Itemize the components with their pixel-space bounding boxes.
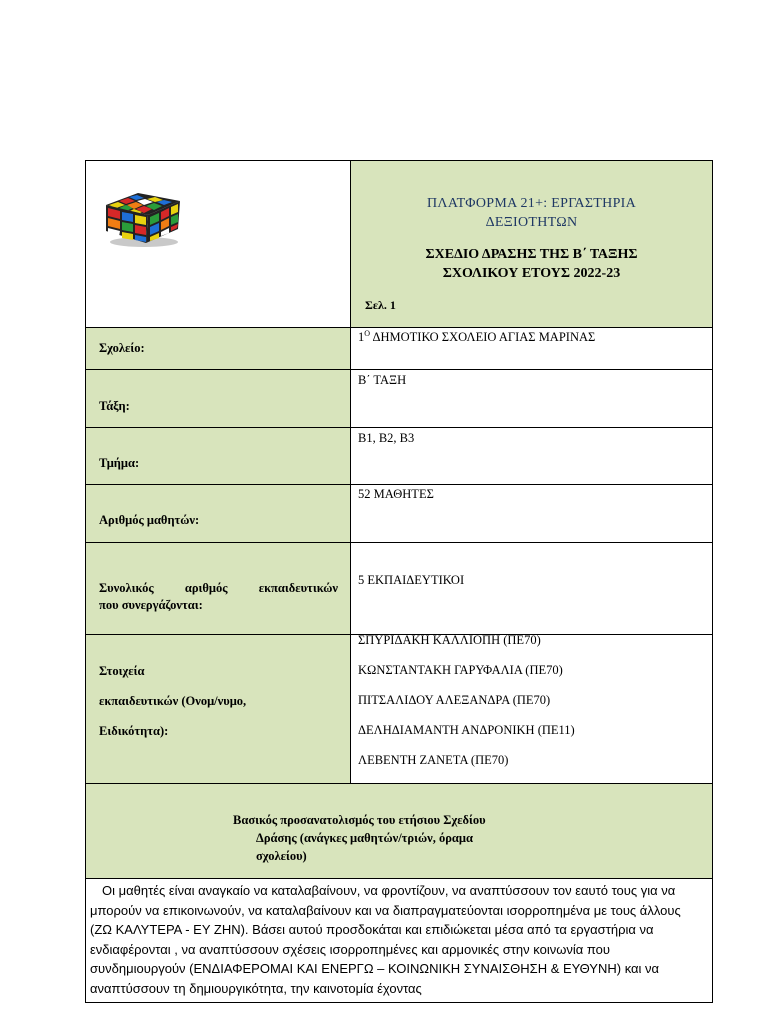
teacher-name: ΔΕΛΗΔΙΑΜΑΝΤΗ ΑΝΔΡΟΝΙΚΗ (ΠΕ11) [358, 723, 575, 737]
header-row [86, 161, 712, 328]
students-value-cell [351, 485, 712, 542]
platform-title-line-1: ΠΛΑΤΦΟΡΜΑ 21+: ΕΡΓΑΣΤΗΡΙΑ [426, 196, 637, 211]
class-row [86, 370, 712, 428]
orientation-paragraph: Οι μαθητές είναι αναγκαίο να καταλαβαίνουν, να φροντίζουν, να αναπτύσσουν τον εαυτό τους για να μπορούν να επικοινωνούν, να καταλαβαίνουν και να διαπραγματεύονται ισορροπημένα με τους άλλους (ΖΩ ΚΑΛΥΤΕΡΑ - ΕΥ ΖΗΝ). Βάσει αυτού προσδοκάται και επιδιώκεται μέσα από τα εργαστήρια να ενδιαφέρονται , να αναπτύσσουν σχέσεις ισορροπημένες και αρμονικές στην κοινωνία που συνδημιουργούν (ΕΝΔΙΑΦΕΡΟΜΑΙ ΚΑΙ ΕΝΕΡΓΩ – ΚΟΙΝΩΝΙΚΗ ΣΥΝΑΙΣΘΗΣΗ & ΕΥΘΥΝΗ) και να αναπτύσσουν τη δημιουργικότητα, την καινοτομία έχοντας [90, 883, 681, 996]
orientation-line-2: Δράσης (ανάγκες μαθητών/τριών, όραμα [256, 831, 473, 845]
section-label: Τμήμα: [99, 456, 140, 470]
section-label-cell [86, 428, 351, 484]
header-title-cell [351, 161, 712, 327]
students-label: Αριθμός μαθητών: [99, 513, 200, 527]
school-value-ordinal: Ο [364, 329, 371, 338]
teachers-total-label-line-2: που συνεργάζονται: [99, 598, 203, 612]
page-number: Σελ. 1 [365, 298, 396, 312]
teachers-label-line-1: Στοιχεία [99, 664, 145, 678]
platform-title-line-2: ΔΕΞΙΟΤΗΤΩΝ [485, 215, 578, 230]
teachers-total-value: 5 ΕΚΠΑΙΔΕΥΤΙΚΟΙ [358, 573, 465, 587]
school-value-number: 1 [358, 330, 365, 345]
school-value [358, 329, 595, 345]
section-value-cell [351, 428, 712, 484]
teachers-label-line-2: εκπαιδευτικών (Ονομ/νυμο, [99, 694, 247, 708]
students-row [86, 485, 712, 543]
orientation-line-1: Βασικός προσανατολισμός του ετήσιου Σχεδίου [233, 813, 486, 827]
plan-title-line-2: ΣΧΟΛΙΚΟΥ ΕΤΟΥΣ 2022-23 [442, 266, 621, 281]
school-row [86, 328, 712, 370]
orientation-line-3: σχολείου) [256, 849, 307, 863]
school-value-text: ΔΗΜΟΤΙΚΟ ΣΧΟΛΕΙΟ ΑΓΙΑΣ ΜΑΡΙΝΑΣ [370, 330, 596, 345]
teachers-label-line-3: Ειδικότητα): [99, 724, 169, 738]
rubiks-cube-icon [100, 187, 184, 249]
orientation-description [86, 879, 712, 1002]
class-label-cell [86, 370, 351, 427]
students-value: 52 ΜΑΘΗΤΕΣ [358, 487, 434, 501]
section-row [86, 428, 712, 485]
school-value-cell [351, 328, 712, 369]
teachers-total-label-cell [86, 543, 351, 634]
class-label: Τάξη: [99, 399, 130, 413]
teacher-name: ΣΠΥΡΙΔΑΚΗ ΚΑΛΛΙΟΠΗ (ΠΕ70) [358, 633, 541, 647]
section-value: Β1, Β2, Β3 [358, 431, 415, 445]
teachers-total-label-line-1: Συνολικός αριθμός εκπαιδευτικών [99, 581, 338, 595]
teacher-name: ΠΙΤΣΑΛΙΔΟΥ ΑΛΕΞΑΝΔΡΑ (ΠΕ70) [358, 693, 551, 707]
teachers-label-cell [86, 635, 351, 783]
logo-cell [86, 161, 351, 327]
teachers-total-value-cell [351, 543, 712, 634]
action-plan-table [85, 160, 713, 1003]
teachers-row [86, 635, 712, 784]
class-value-cell [351, 370, 712, 427]
students-label-cell [86, 485, 351, 542]
teachers-total-row [86, 543, 712, 635]
school-label-cell [86, 328, 351, 369]
orientation-row [86, 784, 712, 879]
school-label: Σχολείο: [99, 341, 145, 355]
class-value: Β΄ ΤΑΞΗ [358, 373, 407, 387]
teacher-name: ΛΕΒΕΝΤΗ ΖΑΝΕΤΑ (ΠΕ70) [358, 753, 509, 767]
plan-title-line-1: ΣΧΕΔΙΟ ΔΡΑΣΗΣ ΤΗΣ Β΄ ΤΑΞΗΣ [425, 247, 638, 262]
teachers-value-cell [351, 635, 712, 783]
teacher-name: ΚΩΝΣΤΑΝΤΑΚΗ ΓΑΡΥΦΑΛΙΑ (ΠΕ70) [358, 663, 563, 677]
